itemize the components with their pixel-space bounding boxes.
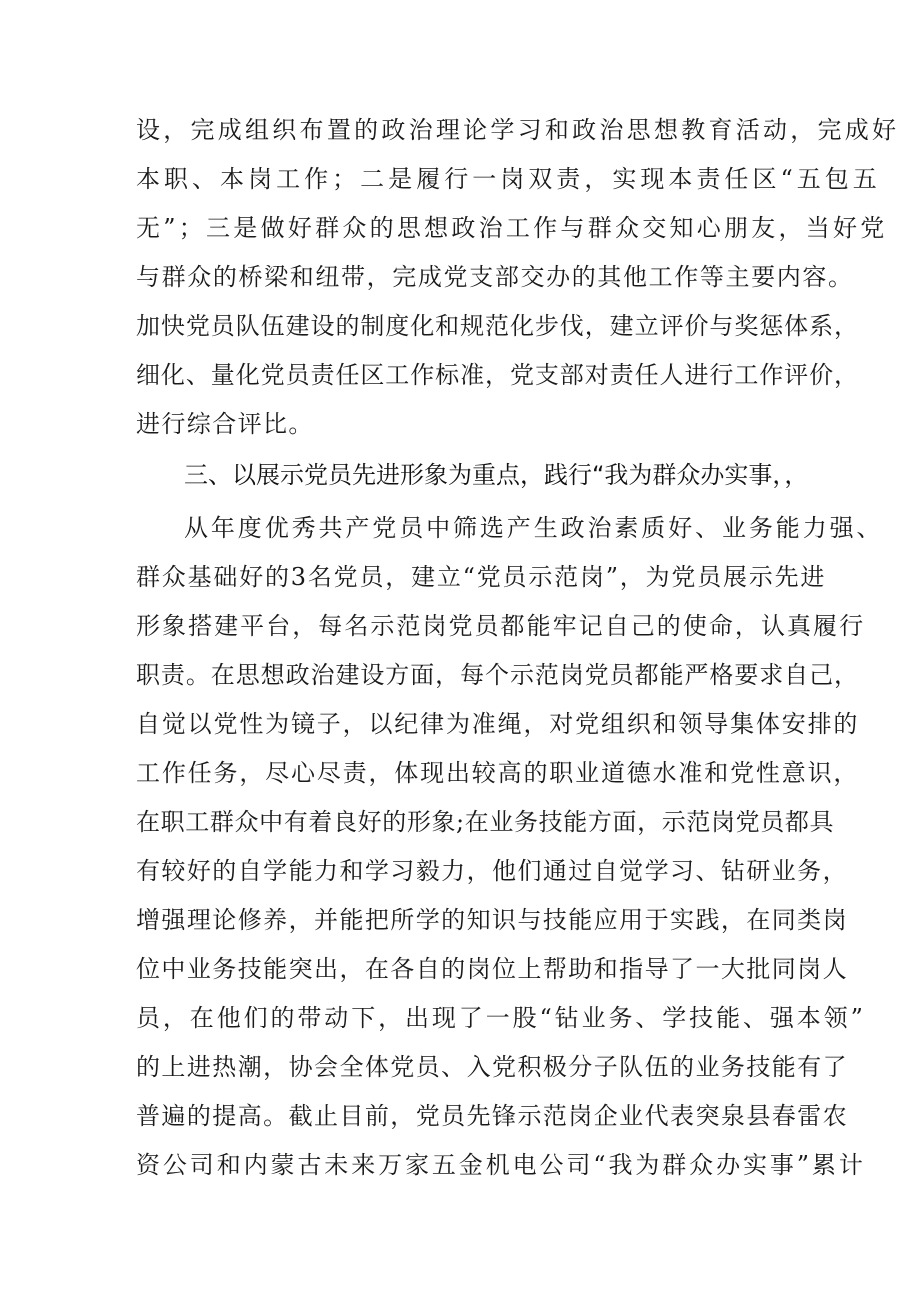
paragraph-line: 本职、本岗工作；二是履行一岗双责，实现本责任区“五包五 <box>136 165 881 193</box>
paragraph-line: 有较好的自学能力和学习毅力，他们通过自觉学习、钻研业务， <box>136 857 849 885</box>
section-heading: 三、以展示党员先进形象为重点，践行“我为群众办实事，， <box>184 461 809 489</box>
paragraph-line: 从年度优秀共产党员中筛选产生政治素质好、业务能力强、 <box>184 514 884 542</box>
paragraph-line: 普遍的提高。截止目前，党员先锋示范岗企业代表突泉县春雷农 <box>136 1102 849 1130</box>
paragraph-line: 位中业务技能突出，在各自的岗位上帮助和指导了一大批同岗人 <box>136 955 849 983</box>
paragraph-line: 进行综合评比。 <box>136 410 314 438</box>
paragraph-line: 工作任务，尽心尽责，体现出较高的职业道德水准和党性意识， <box>136 759 860 787</box>
paragraph-line: 资公司和内蒙古未来万家五金机电公司“我为群众办实事”累计 <box>136 1151 866 1179</box>
paragraph-line: 与群众的桥梁和纽带，完成党支部交办的其他工作等主要内容。 <box>136 263 854 291</box>
paragraph-line: 设，完成组织布置的政治理论学习和政治思想教育活动，完成好 <box>136 116 900 144</box>
paragraph-line: 加快党员队伍建设的制度化和规范化步伐，建立评价与奖惩体系， <box>136 312 859 340</box>
paragraph-line: 无”；三是做好群众的思想政治工作与群众交知心朋友，当好党 <box>136 214 888 242</box>
paragraph-line: 增强理论修养，并能把所学的知识与技能应用于实践，在同类岗 <box>136 906 849 934</box>
paragraph-line: 职责。在思想政治建设方面，每个示范岗党员都能严格要求自己， <box>136 661 859 689</box>
paragraph-line: 自觉以党性为镜子，以纪律为准绳，对党组织和领导集体安排的 <box>136 710 860 738</box>
paragraph-line: 的上进热潮，协会全体党员、入党积极分子队伍的业务技能有了 <box>136 1053 849 1081</box>
paragraph-line: 群众基础好的3名党员，建立“党员示范岗”，为党员展示先进 <box>136 563 827 591</box>
paragraph-line: 细化、量化党员责任区工作标准，党支部对责任人进行工作评价， <box>136 361 859 389</box>
paragraph-line: 在职工群众中有着良好的形象;在业务技能方面，示范岗党员都具 <box>136 808 835 836</box>
paragraph-line: 形象搭建平台，每名示范岗党员都能牢记自己的使命，认真履行 <box>136 612 866 640</box>
paragraph-line: 员，在他们的带动下，出现了一股“钻业务、学技能、强本领” <box>136 1004 866 1032</box>
